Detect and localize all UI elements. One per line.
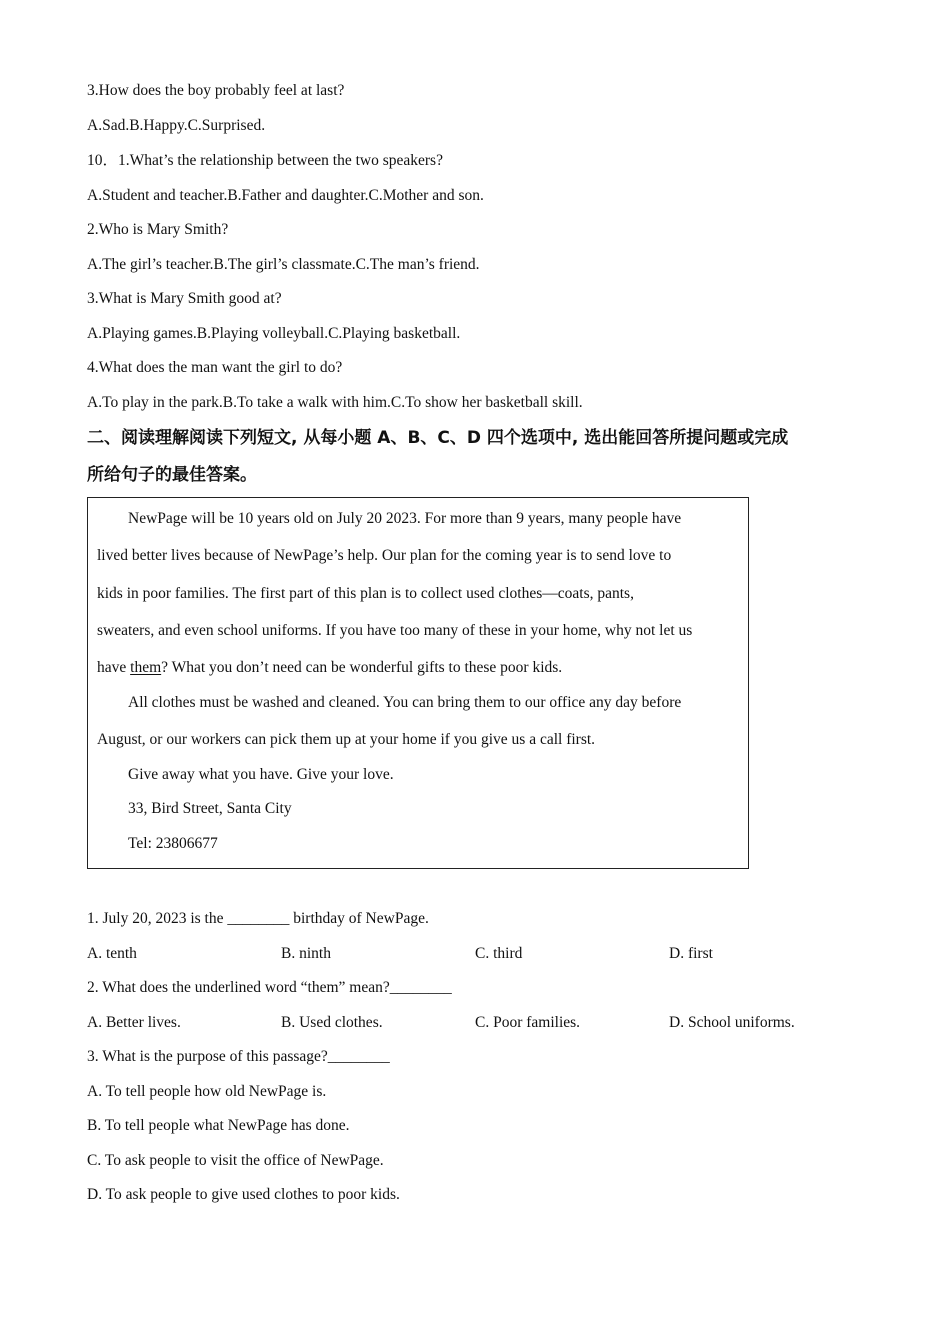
question-3-stem: 3. What is the purpose of this passage?________ bbox=[87, 1048, 390, 1065]
passage-box bbox=[87, 497, 749, 869]
question-10-1-options: A.Student and teacher.B.Father and daughter.C.Mother and son. bbox=[87, 187, 484, 204]
passage-p3: Give away what you have. Give your love. bbox=[128, 766, 394, 783]
passage-text: have bbox=[97, 659, 131, 676]
section-heading-line-1: 二、阅读理解阅读下列短文, 从每小题 A、B、C、D 四个选项中, 选出能回答所提问题或完成 bbox=[87, 428, 789, 448]
question-10-1: 10．1.What’s the relationship between the two speakers? bbox=[87, 152, 443, 169]
passage-text: ? What you don’t need can be wonderful gifts to these poor kids. bbox=[161, 659, 563, 676]
question-2-option-c: C. Poor families. bbox=[475, 1014, 581, 1031]
question-2-stem: 2. What does the underlined word “them” mean?________ bbox=[87, 979, 452, 996]
passage-address: 33, Bird Street, Santa City bbox=[128, 800, 292, 817]
question-3-option-a: A. To tell people how old NewPage is. bbox=[87, 1083, 327, 1100]
passage-p1-line-1: NewPage will be 10 years old on July 20 2023. For more than 9 years, many people have bbox=[128, 510, 682, 527]
underlined-word: them bbox=[130, 659, 162, 676]
passage-tel: Tel: 23806677 bbox=[128, 835, 218, 852]
question-9-3-options: A.Sad.B.Happy.C.Surprised. bbox=[87, 117, 266, 134]
passage-p1-line-5 bbox=[97, 658, 562, 678]
question-1-option-a: A. tenth bbox=[87, 945, 137, 962]
question-10-4: 4.What does the man want the girl to do? bbox=[87, 359, 343, 376]
section-heading-line-2: 所给句子的最佳答案。 bbox=[87, 465, 257, 485]
question-1-option-b: B. ninth bbox=[281, 945, 331, 962]
passage-p2-line-2: August, or our workers can pick them up at your home if you give us a call first. bbox=[97, 731, 596, 748]
question-10-3-options: A.Playing games.B.Playing volleyball.C.Playing basketball. bbox=[87, 325, 461, 342]
question-3-option-c: C. To ask people to visit the office of NewPage. bbox=[87, 1152, 384, 1169]
passage-p1-line-2: lived better lives because of NewPage’s help. Our plan for the coming year is to send love to bbox=[97, 547, 672, 564]
question-1-stem: 1. July 20, 2023 is the ________ birthday of NewPage. bbox=[87, 910, 429, 927]
question-10-3: 3.What is Mary Smith good at? bbox=[87, 290, 282, 307]
question-9-3: 3.How does the boy probably feel at last? bbox=[87, 82, 345, 99]
question-2-option-b: B. Used clothes. bbox=[281, 1014, 383, 1031]
question-1-option-d: D. first bbox=[669, 945, 713, 962]
question-1-option-c: C. third bbox=[475, 945, 523, 962]
passage-p2-line-1: All clothes must be washed and cleaned. You can bring them to our office any day before bbox=[128, 694, 682, 711]
question-10-2-options: A.The girl’s teacher.B.The girl’s classmate.C.The man’s friend. bbox=[87, 256, 480, 273]
question-3-option-b: B. To tell people what NewPage has done. bbox=[87, 1117, 350, 1134]
question-10-4-options: A.To play in the park.B.To take a walk with him.C.To show her basketball skill. bbox=[87, 394, 583, 411]
question-2-option-a: A. Better lives. bbox=[87, 1014, 181, 1031]
question-10-2: 2.Who is Mary Smith? bbox=[87, 221, 229, 238]
question-3-option-d: D. To ask people to give used clothes to poor kids. bbox=[87, 1186, 400, 1203]
question-2-option-d: D. School uniforms. bbox=[669, 1014, 795, 1031]
passage-p1-line-4: sweaters, and even school uniforms. If you have too many of these in your home, why not let us bbox=[97, 622, 693, 639]
passage-p1-line-3: kids in poor families. The first part of this plan is to collect used clothes—coats, pants, bbox=[97, 585, 634, 602]
